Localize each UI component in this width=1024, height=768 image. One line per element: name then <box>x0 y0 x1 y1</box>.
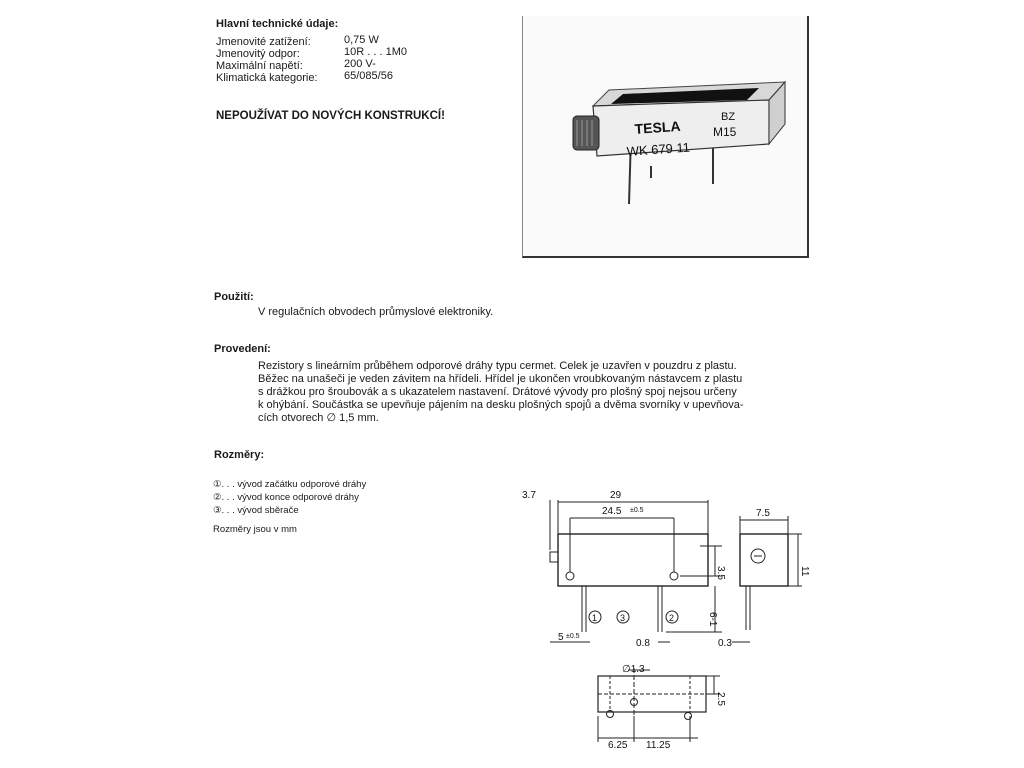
photo-code1: BZ <box>721 111 736 123</box>
warning-text: NEPOUŽÍVAT DO NOVÝCH KONSTRUKCÍ! <box>216 110 445 122</box>
dim-label: 1 <box>592 613 598 623</box>
dim-label: 2.5 <box>715 692 726 706</box>
spec-value-voltage: 200 V- <box>344 58 376 70</box>
dim-label: 11.25 <box>646 740 671 751</box>
dim-label: 3.7 <box>522 490 536 501</box>
spec-label-power: Jmenovité zatížení: <box>216 36 311 48</box>
dim-label: 0.8 <box>636 638 650 649</box>
dim-label: 6-1 <box>707 612 718 627</box>
dim-label: 7.5 <box>756 508 770 519</box>
spec-value-climate: 65/085/56 <box>344 70 393 82</box>
dim-label: 3 <box>620 613 626 623</box>
dim-label: 2 <box>669 613 675 623</box>
photo-model: WK 679 11 <box>626 139 691 159</box>
pin-legend <box>213 478 366 517</box>
design-line: cích otvorech ∅ 1,5 mm. <box>258 412 379 424</box>
mount-hole <box>670 572 678 580</box>
design-line: Rezistory s lineárním průběhem odporové dráhy typu cermet. Celek je uzavřen v pouzdru z plastu. <box>258 360 737 372</box>
unit-note: Rozměry jsou v mm <box>213 524 297 535</box>
spec-value-power: 0,75 W <box>344 34 379 46</box>
dim-label: 0.3 <box>718 638 732 649</box>
dim-label: 3.5 <box>715 566 726 580</box>
design-line: s drážkou pro šroubovák a s ukazatelem nastavení. Drátové vývody pro plošný spoj nejsou určeny <box>258 386 737 398</box>
design-line: k ohýbání. Součástka se upevňuje pájením na desku plošných spojů a dvěma svorníky v upevňova- <box>258 399 744 411</box>
spec-label-climate: Klimatická kategorie: <box>216 72 318 84</box>
dim-label: 6.25 <box>608 740 628 751</box>
photo-code2: M15 <box>713 125 737 139</box>
dim-label: 11 <box>799 566 810 577</box>
dim-label: ∅1.3 <box>622 664 645 675</box>
knob-stub <box>550 552 558 562</box>
photo-brand: TESLA <box>634 117 681 137</box>
spec-label-resistance: Jmenovitý odpor: <box>216 48 300 60</box>
product-photo <box>522 16 809 258</box>
mount-hole <box>566 572 574 580</box>
specs-heading: Hlavní technické údaje: <box>216 18 339 30</box>
dim-label: ±0.5 <box>566 633 580 640</box>
dimension-drawing <box>510 480 820 760</box>
legend-item: ②. . . vývod konce odporové dráhy <box>213 492 359 503</box>
dim-label: 24.5 <box>602 506 622 517</box>
usage-heading: Použití: <box>214 291 254 303</box>
side-view-body <box>558 534 708 586</box>
dim-label: 29 <box>610 490 622 501</box>
design-heading: Provedení: <box>214 343 271 355</box>
dim-label: ±0.5 <box>630 507 644 514</box>
design-description <box>258 360 818 425</box>
dimensions-heading: Rozměry: <box>214 449 265 461</box>
legend-item: ①. . . vývod začátku odporové dráhy <box>213 479 367 490</box>
spec-label-voltage: Maximální napětí: <box>216 60 303 72</box>
spec-value-resistance: 10R . . . 1M0 <box>344 46 407 58</box>
design-line: Běžec na unašeči je veden závitem na hřídeli. Hřídel je ukončen vroubkovaným nástavcem z plastu <box>258 373 743 385</box>
potentiometer-illustration <box>523 16 807 256</box>
legend-item: ③. . . vývod sběrače <box>213 505 299 516</box>
usage-text: V regulačních obvodech průmyslové elektroniky. <box>258 306 494 318</box>
dim-label: 5 <box>558 632 564 643</box>
